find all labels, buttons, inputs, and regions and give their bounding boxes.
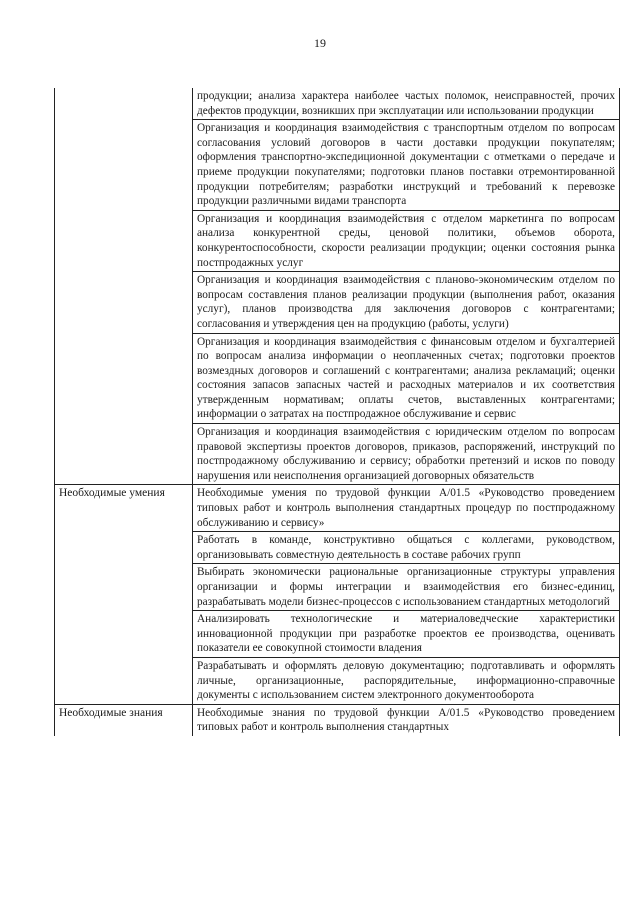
table-row — [55, 704, 620, 736]
table-cell: Организация и координация взаимодействия с транспортным отделом по вопросам согласования условий договоров в части доставки продукции покупателям; оформления транспортно-экспедиционной документации с отметками о передаче и приеме продукции покупателями; подготовки планов поставки отремонтированной продукции потребителям; разработки инструкций и требований к перевозке продукции различными видами транспорта — [193, 120, 620, 211]
row-label — [55, 88, 193, 485]
skills-label: Необходимые умения — [55, 485, 193, 704]
knowledge-label: Необходимые знания — [55, 704, 193, 736]
table-cell: Организация и координация взаимодействия с финансовым отделом и бухгалтерией по вопросам анализа информации о неоплаченных счетах; подготовки проектов возмездных договоров и соглашений с контрагентами; анализа рекламаций; оценки состояния запасов запасных частей и расходных материалов и их соответствия утвержденным нормативам; оплаты счетов, выставленных контрагентами; информации о затратах на постпродажное обслуживание и сервис — [193, 333, 620, 424]
table-row — [55, 88, 620, 120]
table-cell: Организация и координация взаимодействия с отделом маркетинга по вопросам анализа конкурентной среды, ценовой политики, объемов оборота, конкурентоспособности, скорости реализации продукции; оценки состояния рынка постпродажных услуг — [193, 210, 620, 271]
table-cell: Анализировать технологические и материаловедческие характеристики инновационной продукции при разработке проектов ее производства, оценивать показатели ее совокупной стоимости владения — [193, 611, 620, 658]
table-cell: Разрабатывать и оформлять деловую документацию; подготавливать и оформлять личные, организационные, распорядительные, информационно-справочные документы с использованием систем электронного документооборота — [193, 657, 620, 704]
table-cell: Работать в команде, конструктивно общаться с коллегами, руководством, организовывать совместную деятельность в составе рабочих групп — [193, 532, 620, 564]
table-cell: продукции; анализа характера наиболее частых поломок, неисправностей, прочих дефектов продукции, возникших при эксплуатации или использовании продукции — [193, 88, 620, 120]
competency-table — [54, 88, 620, 736]
table-cell: Организация и координация взаимодействия с юридическим отделом по вопросам правовой экспертизы проектов договоров, приказов, распоряжений, инструкций по постпродажному обслуживанию и сервису; обработки претензий и исков по поводу нарушения или неисполнения организацией договорных обязательств — [193, 424, 620, 485]
table-cell: Необходимые знания по трудовой функции A/01.5 «Руководство проведением типовых работ и контроль выполнения стандартных — [193, 704, 620, 736]
page-number: 19 — [314, 36, 326, 50]
table-cell: Организация и координация взаимодействия с планово-экономическим отделом по вопросам составления планов реализации продукции (выполнения работ, оказания услуг), планов производства для заключения договоров с контрагентами; согласования и утверждения цен на продукцию (работы, услуги) — [193, 272, 620, 333]
table-cell: Выбирать экономически рациональные организационные структуры управления организации и формы интеграции и взаимодействия его бизнес-единиц, разрабатывать модели бизнес-процессов с использованием стандартных методологий — [193, 564, 620, 611]
table-row — [55, 485, 620, 532]
table-cell: Необходимые умения по трудовой функции A/01.5 «Руководство проведением типовых работ и контроль выполнения стандартных процедур по постпродажному обслуживанию и сервису» — [193, 485, 620, 532]
